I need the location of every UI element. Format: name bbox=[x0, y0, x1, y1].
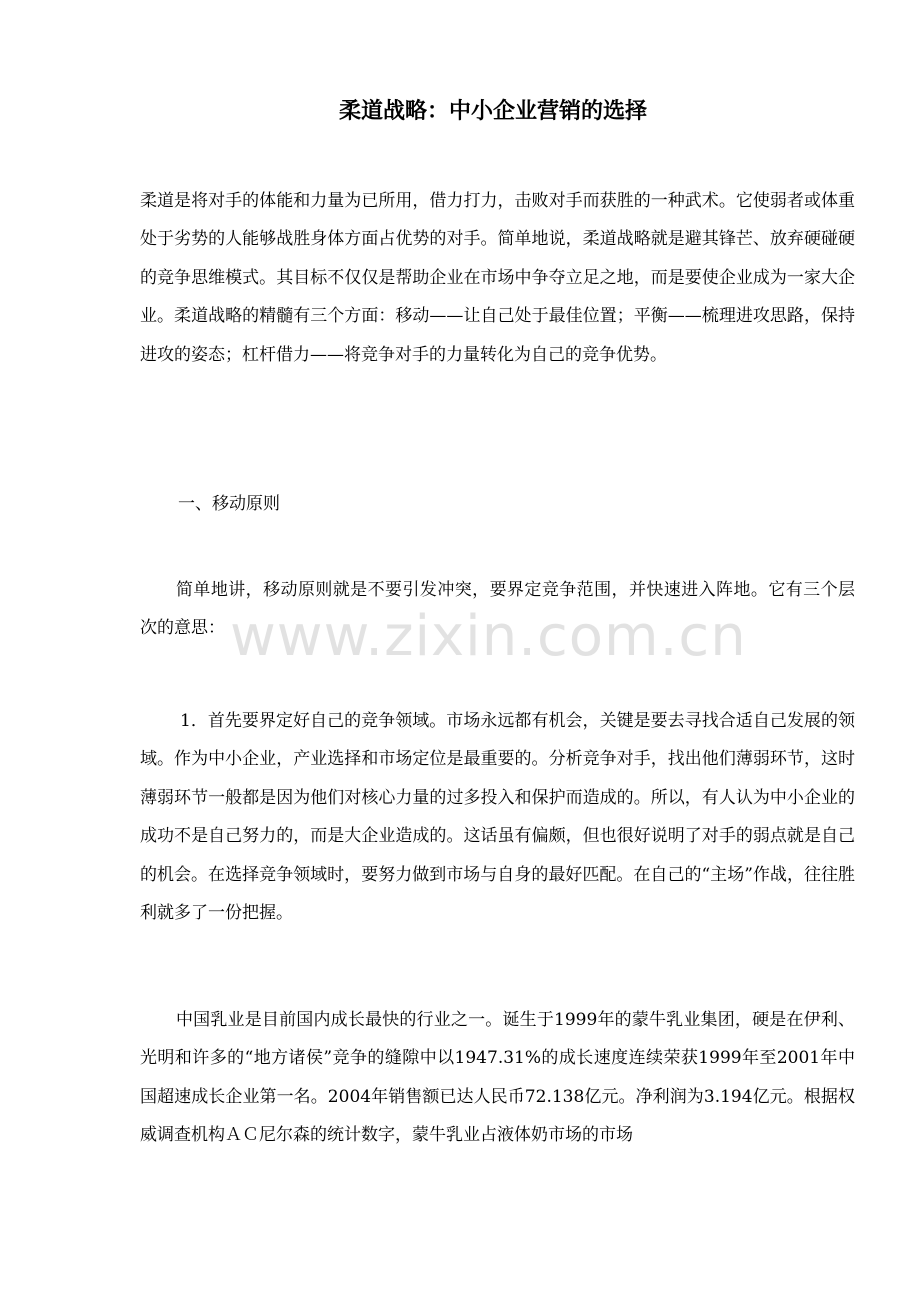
watermark: www.zixin.com.cn bbox=[230, 604, 747, 669]
section-heading-movement: 一、移动原则 bbox=[178, 494, 280, 514]
movement-principle-paragraph: 简单地讲，移动原则就是不要引发冲突，要界定竞争范围，并快速进入阵地。它有三个层次的意思： bbox=[140, 580, 855, 639]
point-1-paragraph: 1．首先要界定好自己的竞争领域。市场永远都有机会，关键是要去寻找合适自己发展的领域。作为中小企业，产业选择和市场定位是最重要的。分析竞争对手，找出他们薄弱环节，这时薄弱环节一般都是因为他们对核心力量的过多投入和保护而造成的。所以，有人认为中小企业的成功不是自己努力的，而是大企业造成的。这话虽有偏颇，但也很好说明了对手的弱点就是自己的机会。在选择竞争领域时，要努力做到市场与自身的最好匹配。在自己的“主场”作战，往往胜利就多了一份把握。 bbox=[140, 711, 855, 924]
mengniu-case-paragraph: 中国乳业是目前国内成长最快的行业之一。诞生于1999年的蒙牛乳业集团，硬是在伊利、光明和许多的“地方诸侯”竞争的缝隙中以1947.31%的成长速度连续荣获1999年至2001年中国超速成长企业第一名。2004年销售额已达人民币72.138亿元。净利润为3.194亿元。根据权威调查机构ＡＣ尼尔森的统计数字，蒙牛乳业占液体奶市场的市场 bbox=[140, 1010, 855, 1146]
document-title: 柔道战略：中小企业营销的选择 bbox=[338, 99, 647, 124]
intro-paragraph: 柔道是将对手的体能和力量为已所用，借力打力，击败对手而获胜的一种武术。它使弱者或体重处于劣势的人能够战胜身体方面占优势的对手。简单地说，柔道战略就是避其锋芒、放弃硬碰硬的竞争思维模式。其目标不仅仅是帮助企业在市场中争夺立足之地，而是要使企业成为一家大企业。柔道战略的精髓有三个方面：移动——让自己处于最佳位置；平衡——梳理进攻思路，保持进攻的姿态；杠杆借力——将竞争对手的力量转化为自己的竞争优势。 bbox=[140, 191, 855, 365]
